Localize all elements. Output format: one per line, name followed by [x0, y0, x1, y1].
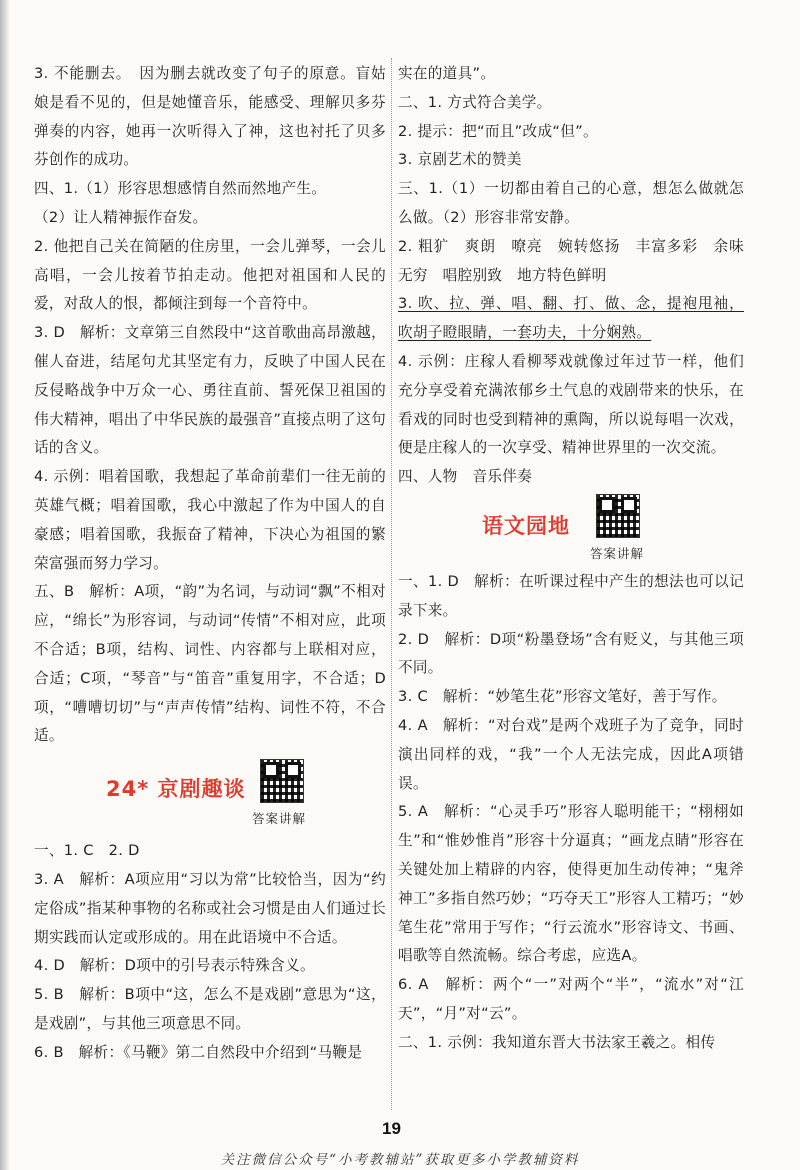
qr-label: 答案讲解 [252, 811, 307, 827]
paragraph: 2. 粗犷 爽朗 嘹亮 婉转悠扬 丰富多彩 余味无穷 唱腔别致 地方特色鲜明 [398, 237, 744, 284]
paragraph: 四、1.（1）形容思想感情自然而然地产生。 [34, 180, 327, 198]
paragraph: 五、B 解析：A项，“韵”为名词，与动词“飘”不相对应，“绵长”为形容词，与动词“传情”不相对应，此项不合适；B项，结构、词性、内容都与上联相对应，合适；C项，“琴音”与“笛音”重复用字，不合适；D项，“嘈嘈切切”与“声声传情”结构、词性不符，不合适。 [34, 583, 386, 745]
paragraph: 4. 示例：庄稼人看柳琴戏就像过年过节一样，他们充分享受着充满浓郁乡土气息的戏剧带来的快乐，在看戏的同时也受到精神的熏陶，所以说每唱一次戏，便是庄稼人的一次享受、精神世界里的一次交流。 [398, 352, 744, 457]
paragraph: （2）让人精神振作奋发。 [34, 208, 208, 226]
paragraph: 一、1. D 解析：在听课过程中产生的想法也可以记录下来。 [398, 572, 744, 619]
qr-label: 答案讲解 [590, 545, 645, 561]
paragraph: 三、1.（1）一切都由着自己的心意，想怎么做就怎么做。（2）形容非常安静。 [398, 180, 744, 226]
paragraph: 3. D 解析：文章第三自然段中“这首歌曲高昂激越，催人奋进，结尾句尤其坚定有力，反映了中国人民在反侵略战争中万众一心、勇往直前、誓死保卫祖国的伟大精神，唱出了中华民族的最强音”直接点明了这句话的含义。 [34, 324, 386, 457]
paragraph: 3. A 解析：A项应用“习以为常”比较恰当，因为“约定俗成”指某种事物的名称或社会习惯是由人们通过长期实践而认定或形成的。用在此语境中不合适。 [34, 870, 386, 946]
paragraph: 一、1. C 2. D [34, 842, 140, 860]
paragraph: 2. 提示：把“而且”改成“但”。 [398, 122, 598, 140]
scan-edge-shadow [0, 0, 10, 1170]
paragraph: 二、1. 方式符合美学。 [398, 93, 552, 111]
qr-code-icon[interactable] [260, 759, 304, 803]
paragraph: 5. A 解析：“心灵手巧”形容人聪明能干；“栩栩如生”和“惟妙惟肖”形容十分逼真；“画龙点睛”形容在关键处加上精辟的内容，使得更加生动传神；“鬼斧神工”多指自然巧妙；“巧夺天工”形容人工精巧；“妙笔生花”常用于写作；“行云流水”形容诗文、书画、唱歌等自然流畅。综合考虑，应选A。 [398, 803, 744, 965]
paragraph: 4. D 解析：D项中的引号表示特殊含义。 [34, 957, 315, 975]
paragraph: 6. B 解析：《马鞭》第二自然段中介绍到“马鞭是 [34, 1043, 363, 1061]
column-divider [391, 58, 392, 1110]
paragraph: 4. 示例：唱着国歌，我想起了革命前辈们一往无前的英雄气概；唱着国歌，我心中激起了作为中国人的自豪感；唱着国歌，我振奋了精神，下决心为祖国的繁荣富强而努力学习。 [34, 468, 386, 572]
page-number: 19 [382, 1119, 401, 1138]
paragraph-underlined: 3. 吹、拉、弹、唱、翻、打、做、念，提袍甩袖，吹胡子瞪眼睛，一套功夫，十分娴熟。 [398, 295, 744, 342]
paragraph: 二、1. 示例：我知道东晋大书法家王羲之。相传 [398, 1033, 716, 1051]
paragraph: 2. D 解析：D项“粉墨登场”含有贬义，与其他三项不同。 [398, 630, 744, 677]
qr-code-icon[interactable] [596, 494, 640, 538]
section-header-jingju [34, 751, 386, 837]
paragraph: 四、人物 音乐伴奏 [398, 468, 533, 486]
paragraph: 4. A 解析：“对台戏”是两个戏班子为了竞争，同时演出同样的戏，“我”一个人无法完成，因此A项错误。 [398, 716, 744, 792]
paragraph: 2. 他把自己关在简陋的住房里，一会儿弹琴，一会儿高唱，一会儿按着节拍走动。他把对祖国和人民的爱，对敌人的恨，都倾注到每一个音符中。 [34, 237, 386, 313]
section-heading: 24* 京剧趣谈 [106, 777, 246, 802]
left-column [34, 60, 386, 1068]
right-column [398, 60, 744, 1058]
section-heading: 语文园地 [482, 513, 570, 538]
paragraph: 5. B 解析：B项中“这，怎么不是戏剧”意思为“这，是戏剧”，与其他三项意思不同。 [34, 986, 386, 1032]
paragraph: 6. A 解析：两个“一”对两个“半”，“流水”对“江天”，“月”对“云”。 [398, 976, 744, 1022]
paragraph: 3. 不能删去。 因为删去就改变了句子的原意。盲姑娘是看不见的，但是她懂音乐，能感受、理解贝多芬弹奏的内容，她再一次听得入了神，这也衬托了贝多芬创作的成功。 [34, 65, 386, 169]
paragraph: 3. C 解析：“妙笔生花”形容文笔好，善于写作。 [398, 688, 727, 706]
footer-watermark-text: 关注微信公众号“小考教辅站”获取更多小学教辅资料 [220, 1152, 580, 1168]
paragraph: 3. 京剧艺术的赞美 [398, 151, 522, 169]
section-header-yuwen-yuandi [398, 492, 744, 568]
paragraph: 实在的道具”。 [398, 65, 496, 82]
